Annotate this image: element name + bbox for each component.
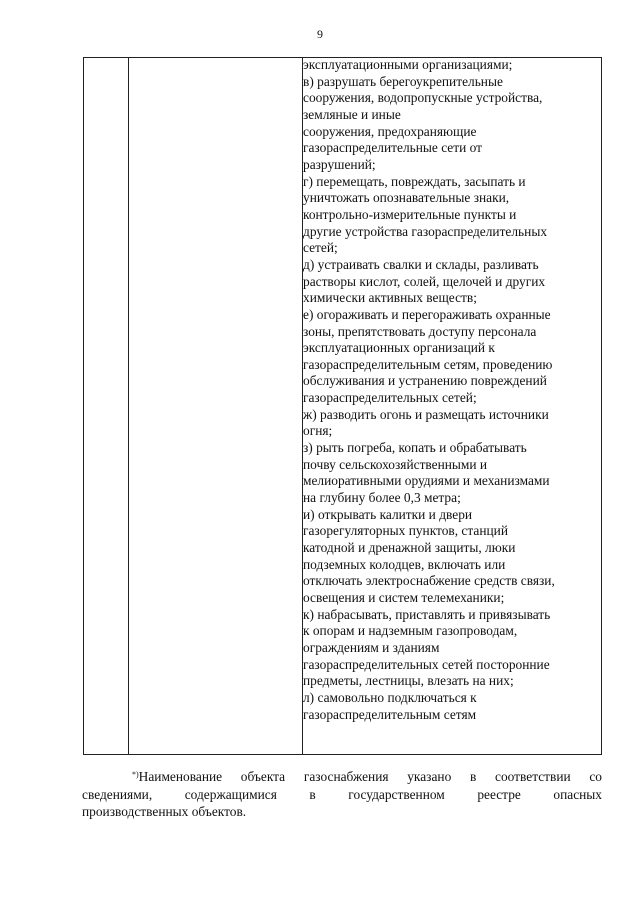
restriction-line: сетей; [303,240,338,256]
footnote-text-2: сведениями, содержащимися в государственном реестре опасных [82,786,602,802]
restriction-line: химически активных веществ; [303,290,477,306]
table-cell-restrictions [303,58,602,755]
restriction-line: сооружения, предохраняющие [303,123,477,139]
restrictions-text [303,57,601,723]
requirements-table [83,57,602,755]
table-row [84,58,602,755]
table-cell-object [129,58,303,755]
restriction-line: земляные и иные [303,106,401,122]
restriction-line: эксплуатационных организаций к [303,340,495,356]
footnote-marker: *) [132,770,139,779]
restriction-line: з) рыть погреба, копать и обрабатывать [303,440,527,456]
restriction-line: катодной и дренажной защиты, люки [303,540,516,556]
restriction-line: е) огораживать и перегораживать охранные [303,306,551,322]
restriction-line: газораспределительным сетям [303,706,477,722]
footnote-text-3: производственных объектов. [82,804,247,819]
restriction-line: ограждениям и зданиям [303,639,440,655]
restriction-line: зоны, препятствовать доступу персонала [303,323,537,339]
restriction-line: и) открывать калитки и двери [303,506,473,522]
footnote-text-1: Наименование объекта газоснабжения указано в соответствии со [138,769,602,784]
footnote [82,768,602,821]
restriction-line: л) самовольно подключаться к [303,689,477,705]
restriction-line: г) перемещать, повреждать, засыпать и [303,173,526,189]
restriction-line: отключать электроснабжение средств связи, [303,573,555,589]
restriction-line: ж) разводить огонь и размещать источники [303,406,549,422]
restriction-line: почву сельскохозяйственными и [303,456,488,472]
restriction-line: на глубину более 0,3 метра; [303,490,461,506]
footnote-line [107,768,602,786]
table-cell-number [84,58,129,755]
restriction-line: газораспределительным сетям, проведению [303,356,553,372]
restriction-line: контрольно-измерительные пункты и [303,206,517,222]
restriction-line: уничтожать опознавательные знаки, [303,190,510,206]
page-number: 9 [317,27,323,41]
restriction-line: огня; [303,423,333,439]
restriction-line: разрушений; [303,156,376,172]
restriction-line: освещения и систем телемеханики; [303,590,505,605]
restriction-line: мелиоративными орудиями и механизмами [303,473,550,489]
restriction-line: газораспределительные сети от [303,140,482,156]
restriction-line: газорегуляторных пунктов, станций [303,523,509,539]
restriction-line: растворы кислот, солей, щелочей и других [303,273,546,289]
restriction-line: сооружения, водопропускные устройства, [303,90,543,106]
restriction-line: газораспределительных сетей посторонние [303,656,550,672]
restriction-line: д) устраивать свалки и склады, разливать [303,256,539,272]
restriction-line: в) разрушать берегоукрепительные [303,73,503,89]
restriction-line: другие устройства газораспределительных [303,223,548,239]
restriction-line: предметы, лестницы, влезать на них; [303,673,514,689]
restriction-line: эксплуатационными организациями; [303,57,513,72]
restriction-line: газораспределительных сетей; [303,390,477,406]
restriction-line: подземных колодцев, включать или [303,556,506,572]
restriction-line: обслуживания и устранению повреждений [303,373,547,389]
restriction-line: к опорам и надземным газопроводам, [303,623,518,639]
restriction-line: к) набрасывать, приставлять и привязывать [303,606,551,622]
